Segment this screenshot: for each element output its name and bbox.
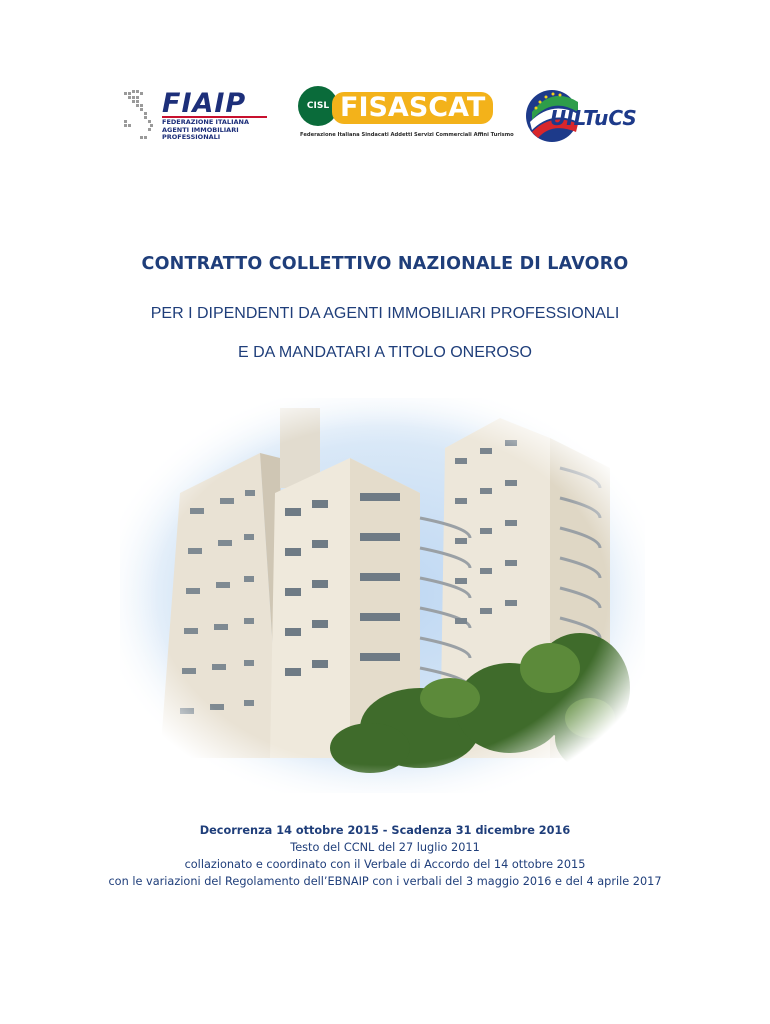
- cisl-badge: CISL: [298, 86, 338, 126]
- apartment-buildings-photo: [120, 398, 645, 793]
- fiaip-line: PROFESSIONALI: [162, 133, 221, 141]
- document-subtitle-line2: E DA MANDATARI A TITOLO ONEROSO: [238, 344, 532, 361]
- logo-row: [0, 82, 770, 152]
- fiaip-subtitle: [162, 119, 249, 142]
- fisascat-wordmark: FISASCAT: [332, 92, 493, 124]
- document-subtitle-line1: PER I DIPENDENTI DA AGENTI IMMOBILIARI PROFESSIONALI: [150, 305, 620, 322]
- fiaip-line: FEDERAZIONE ITALIANA: [162, 118, 249, 126]
- footer-text-line: collazionato e coordinato con il Verbale di Accordo del 14 ottobre 2015: [184, 858, 586, 871]
- footer-validity-line: Decorrenza 14 ottobre 2015 - Scadenza 31 dicembre 2016: [199, 824, 571, 837]
- uiltucs-wordmark: UILTuCS: [550, 106, 637, 130]
- document-footer: [0, 822, 770, 890]
- italy-map-icon: [120, 86, 160, 146]
- fisascat-logo: [298, 84, 514, 146]
- fiaip-wordmark: FIAIP: [162, 88, 247, 119]
- fiaip-logo: [120, 86, 270, 148]
- uiltucs-logo: [522, 82, 646, 148]
- fiaip-line: AGENTI IMMOBILIARI: [162, 125, 239, 134]
- fisascat-tagline: Federazione Italiana Sindacati Addetti Servizi Commerciali Affini Turismo: [300, 132, 514, 138]
- document-title: CONTRATTO COLLETTIVO NAZIONALE DI LAVORO: [141, 254, 629, 274]
- footer-text-line: con le variazioni del Regolamento dell’EBNAIP con i verbali del 3 maggio 2016 e del 4 aprile 2017: [108, 875, 662, 888]
- footer-text-line: Testo del CCNL del 27 luglio 2011: [290, 841, 480, 854]
